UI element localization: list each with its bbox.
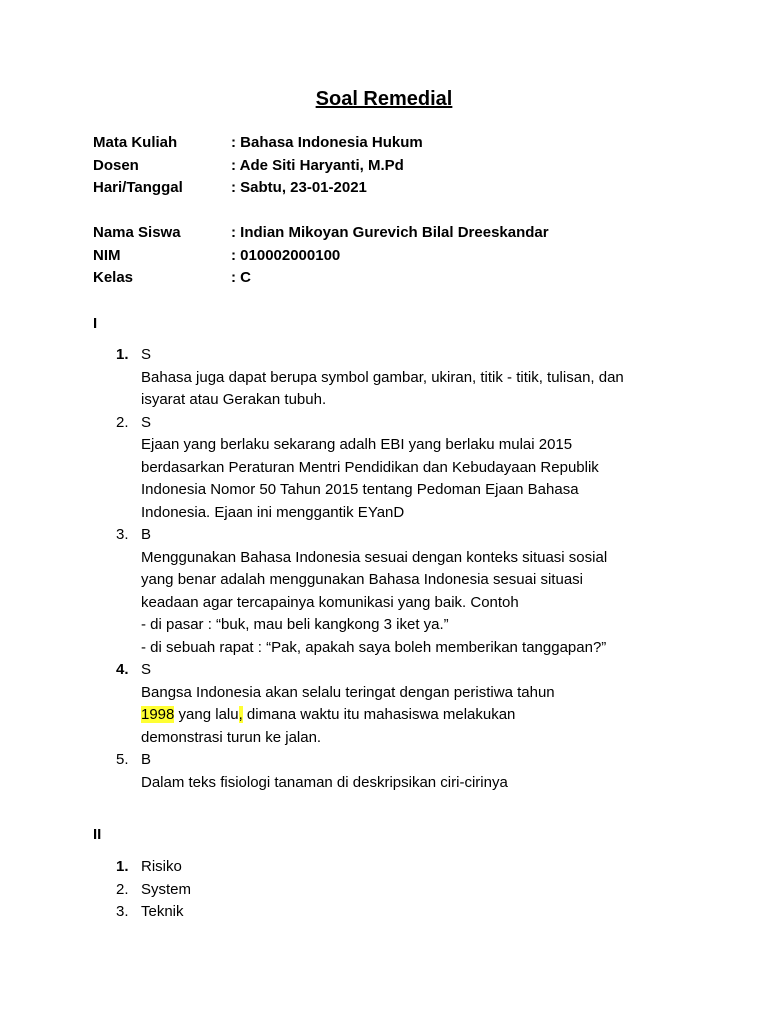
highlighted-year: 1998 <box>141 706 175 723</box>
section-heading-2: II <box>93 826 102 843</box>
info-row: Nama Siswa : Indian Mikoyan Gurevich Bilal Dreeskandar <box>93 224 549 242</box>
list-item: 5. B Dalam teks fisiologi tanaman di deskripsikan ciri-cirinya <box>116 751 508 791</box>
info-row: Hari/Tanggal : Sabtu, 23-01-2021 <box>93 179 367 197</box>
list-item: 4. S Bangsa Indonesia akan selalu teringat dengan peristiwa tahun 1998 yang lalu, dimana waktu itu mahasiswa melakukan demonstrasi turun ke jalan. <box>116 661 555 746</box>
info-row: Kelas : C <box>93 269 251 287</box>
course-info <box>93 132 423 200</box>
list-item: 1. S Bahasa juga dapat berupa symbol gambar, ukiran, titik - titik, tulisan, dan isyarat atau Gerakan tubuh. <box>116 346 624 408</box>
highlighted-comma: , <box>238 706 243 723</box>
info-row: Dosen : Ade Siti Haryanti, M.Pd <box>93 156 404 174</box>
info-row: NIM : 010002000100 <box>93 246 341 264</box>
list-item: 1. Risiko <box>116 858 182 875</box>
list-item: 2. S Ejaan yang berlaku sekarang adalh EBI yang berlaku mulai 2015 berdasarkan Peraturan Mentri Pendidikan dan Kebudayaan Republik Indonesia Nomor 50 Tahun 2015 tentang Pedoman Ejaan Bahasa Indonesia. Ejaan ini menggantik EYanD <box>116 413 599 521</box>
answer-list-2 <box>116 856 676 924</box>
list-item: 3. Teknik <box>116 903 184 920</box>
page-title: Soal Remedial <box>315 88 453 110</box>
answer-list-1 <box>116 344 676 794</box>
list-item: 2. System <box>116 880 192 898</box>
student-info <box>93 222 549 290</box>
info-row: Mata Kuliah : Bahasa Indonesia Hukum <box>93 134 423 152</box>
list-item: 3. B Menggunakan Bahasa Indonesia sesuai dengan konteks situasi sosial yang benar adalah menggunakan Bahasa Indonesia sesuai situasi keadaan agar tercapainya komunikasi yang baik. Contoh - di pasar : “buk, mau beli kangkong 3 iket ya.” - di sebuah rapat : “Pak, apakah saya boleh memberikan tanggapan?” <box>116 526 608 656</box>
section-heading-1: I <box>93 315 98 332</box>
